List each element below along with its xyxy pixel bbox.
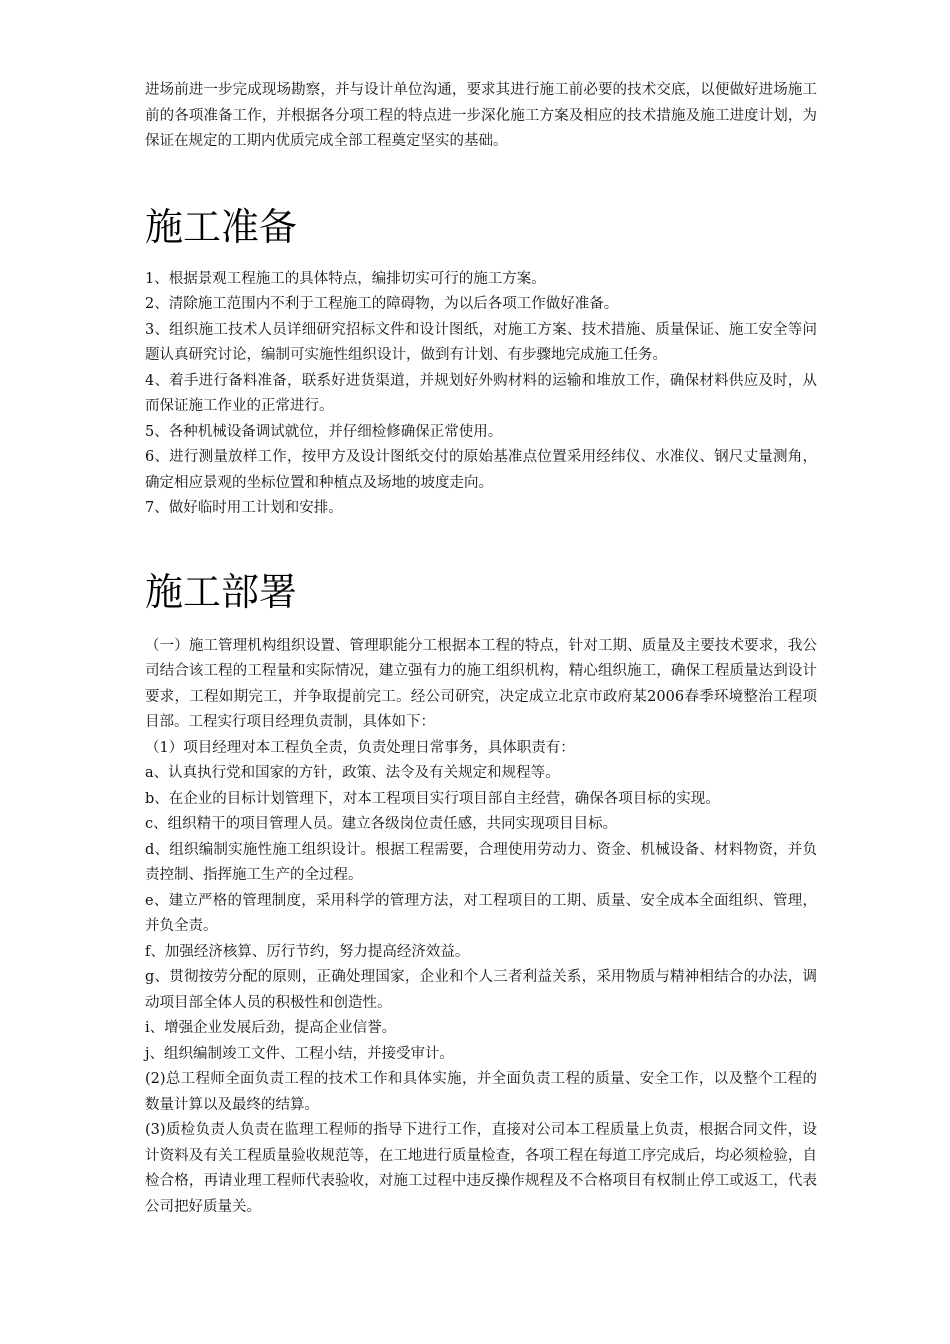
document-page xyxy=(145,78,817,1220)
section-title-construction-preparation: 施工准备 xyxy=(145,204,298,249)
preparation-list xyxy=(145,267,817,522)
list-item: e、建立严格的管理制度，采用科学的管理方法，对工程项目的工期、质量、安全成本全面组织、管理，并负全责。 xyxy=(145,892,817,934)
list-item: j、组织编制竣工文件、工程小结，并接受审计。 xyxy=(145,1045,454,1062)
list-item: c、组织精干的项目管理人员。建立各级岗位责任感，共同实现项目目标。 xyxy=(145,816,618,832)
list-item: i、增强企业发展后劲，提高企业信誉。 xyxy=(145,1020,397,1036)
list-item: g、贯彻按劳分配的原则，正确处理国家，企业和个人三者利益关系，采用物质与精神相结合的办法，调动项目部全体人员的积极性和创造性。 xyxy=(145,969,817,1011)
list-item: d、组织编制实施性施工组织设计。根据工程需要，合理使用劳动力、资金、机械设备、材料物资，并负责控制、指挥施工生产的全过程。 xyxy=(145,841,817,883)
list-item: b、在企业的目标计划管理下，对本工程项目实行项目部自主经营，确保各项目标的实现。 xyxy=(145,790,720,807)
list-item: f、加强经济核算、厉行节约，努力提高经济效益。 xyxy=(145,943,470,960)
list-item: 7、做好临时用工计划和安排。 xyxy=(145,500,343,516)
list-item: 5、各种机械设备调试就位，并仔细检修确保正常使用。 xyxy=(145,423,503,440)
list-item: a、认真执行党和国家的方针，政策、法令及有关规定和规程等。 xyxy=(145,765,560,781)
list-item: (3)质检负责人负责在监理工程师的指导下进行工作，直接对公司本工程质量上负责，根据合同文件，设计资料及有关工程质量验收规范等，在工地进行质量检查，各项工程在每道工序完成后，均必须检验，自检合格，再请业理工程师代表验收，对施工过程中违反操作规程及不合格项目有权制止停工或返工，代表公司把好质量关。 xyxy=(145,1122,817,1215)
list-item: 2、清除施工范围内不利于工程施工的障碍物，为以后各项工作做好准备。 xyxy=(145,296,619,312)
list-item: 4、着手进行备料准备，联系好进货渠道，并规划好外购材料的运输和堆放工作，确保材料供应及时，从而保证施工作业的正常进行。 xyxy=(145,372,817,414)
list-item: （一）施工管理机构组织设置、管理职能分工根据本工程的特点，针对工期、质量及主要技术要求，我公司结合该工程的工程量和实际情况，建立强有力的施工组织机构，精心组织施工，确保工程质量达到设计要求，工程如期完工，并争取提前完工。经公司研究，决定成立北京市政府某2006春季环境整治工程项目部。工程实行项目经理负责制，具体如下： xyxy=(145,637,817,730)
list-item: （1）项目经理对本工程负全责，负责处理日常事务，具体职责有： xyxy=(145,739,575,756)
list-item: 6、进行测量放样工作，按甲方及设计图纸交付的原始基准点位置采用经纬仪、水准仪、钢尺丈量测角，确定相应景观的坐标位置和种植点及场地的坡度走向。 xyxy=(145,449,817,491)
section-title-construction-deployment: 施工部署 xyxy=(145,569,298,614)
list-item: 3、组织施工技术人员详细研究招标文件和设计图纸，对施工方案、技术措施、质量保证、施工安全等问题认真研究讨论，编制可实施性组织设计，做到有计划、有步骤地完成施工任务。 xyxy=(145,321,817,363)
list-item: 1、根据景观工程施工的具体特点，编排切实可行的施工方案。 xyxy=(145,270,546,287)
intro-paragraph: 进场前进一步完成现场勘察，并与设计单位沟通，要求其进行施工前必要的技术交底，以便做好进场施工前的各项准备工作，并根据各分项工程的特点进一步深化施工方案及相应的技术措施及施工进度计划，为保证在规定的工期内优质完成全部工程奠定坚实的基础。 xyxy=(145,82,817,149)
list-item: (2)总工程师全面负责工程的技术工作和具体实施，并全面负责工程的质量、安全工作，以及整个工程的数量计算以及最终的结算。 xyxy=(145,1071,817,1113)
deployment-list xyxy=(145,634,817,1221)
